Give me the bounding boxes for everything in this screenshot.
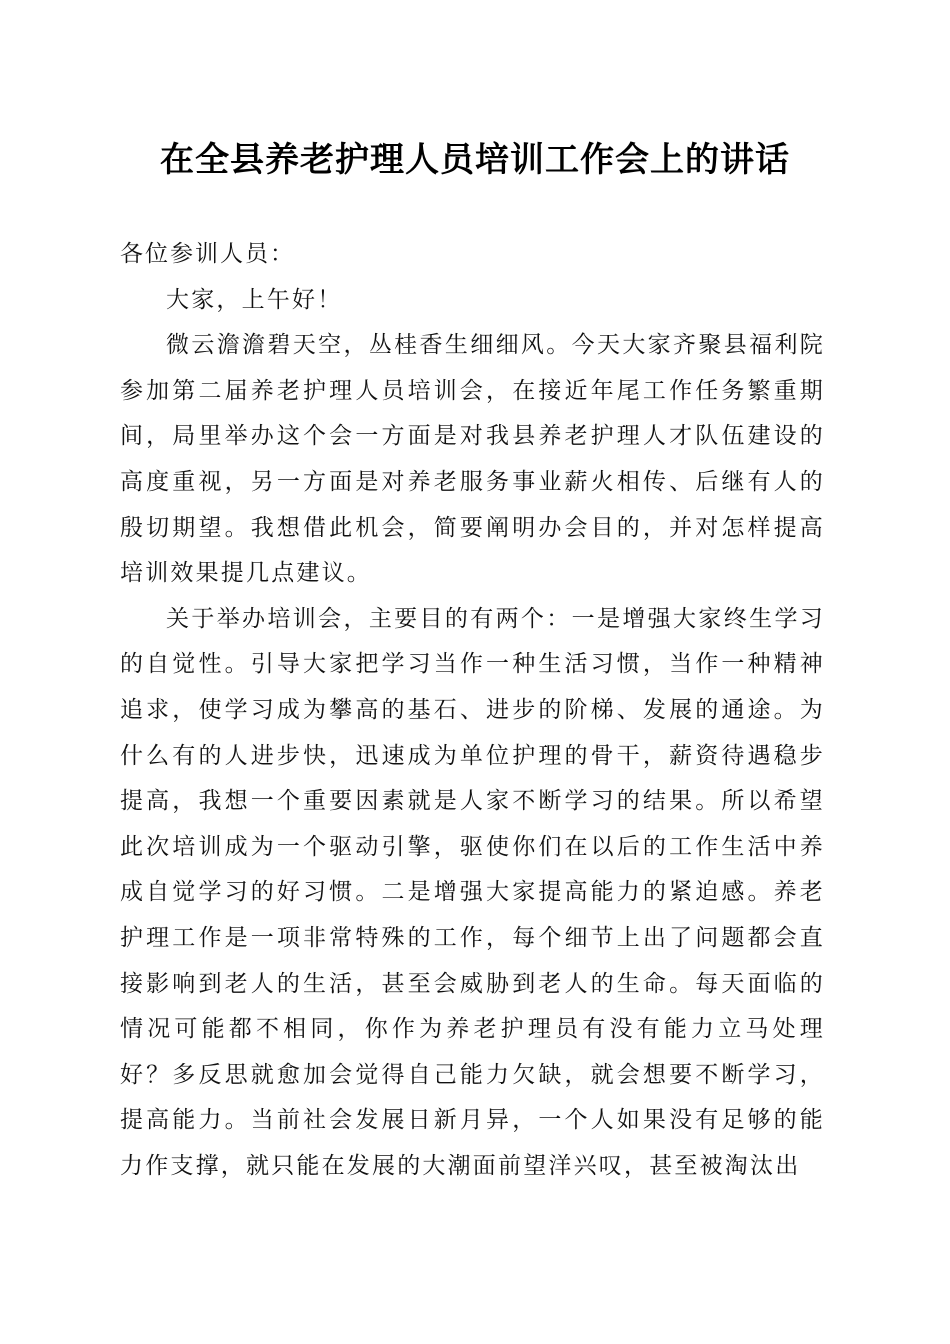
paragraph-purpose: 关于举办培训会，主要目的有两个：一是增强大家终生学习的自觉性。引导大家把学习当作一种生活习惯，当作一种精神追求，使学习成为攀高的基石、进步的阶梯、发展的通途。为什么有的人进步快，迅速成为单位护理的骨干，薪资待遇稳步提高，我想一个重要因素就是人家不断学习的结果。所以希望此次培训成为一个驱动引擎，驱使你们在以后的工作生活中养成自觉学习的好习惯。二是增强大家提高能力的紧迫感。养老护理工作是一项非常特殊的工作，每个细节上出了问题都会直接影响到老人的生活，甚至会威胁到老人的生命。每天面临的情况可能都不相同，你作为养老护理员有没有能力立马处理好？多反思就愈加会觉得自己能力欠缺，就会想要不断学习，提高能力。当前社会发展日新月异，一个人如果没有足够的能力作支撑，就只能在发展的大潮面前望洋兴叹，甚至被淘汰出 — [120, 605, 825, 1179]
paragraph-greeting: 大家，上午好！ — [166, 286, 343, 313]
paragraph-opening: 微云澹澹碧天空，丛桂香生细细风。今天大家齐聚县福利院参加第二届养老护理人员培训会，在接近年尾工作任务繁重期间，局里举办这个会一方面是对我县养老护理人才队伍建设的高度重视，另一方面是对养老服务事业薪火相传、后继有人的殷切期望。我想借此机会，简要阐明办会目的，并对怎样提高培训效果提几点建议。 — [120, 332, 825, 587]
salutation: 各位参训人员： — [120, 241, 295, 267]
document-body — [120, 232, 825, 1189]
document-title: 在全县养老护理人员培训工作会上的讲话 — [160, 140, 790, 180]
